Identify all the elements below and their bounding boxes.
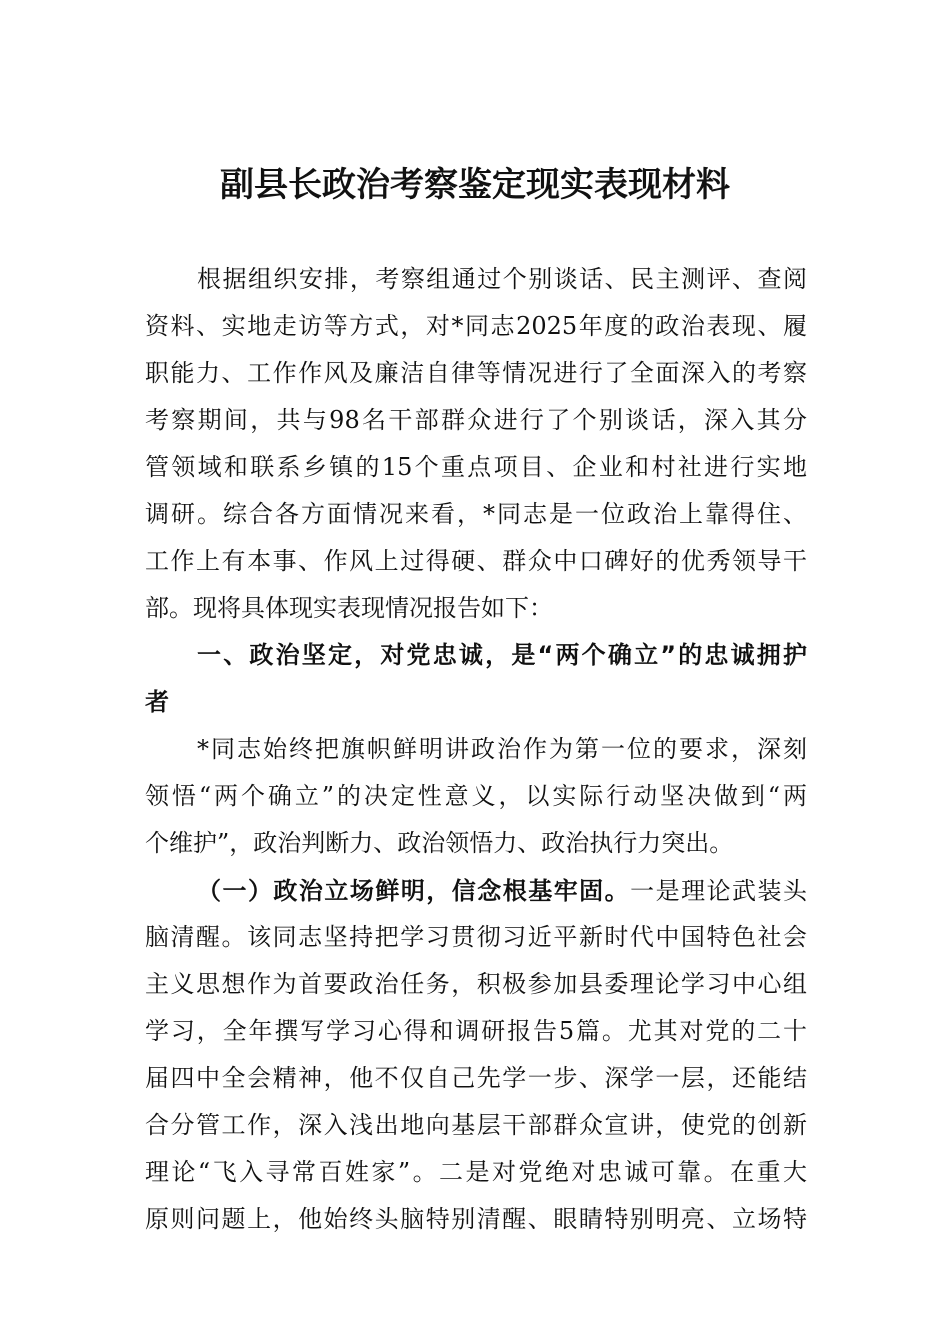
paragraph-line: 调研。综合各方面情况来看，*同志是一位政治上靠得住、 bbox=[145, 500, 807, 528]
paragraph-line: 理论“飞入寻常百姓家”。二是对党绝对忠诚可靠。在重大 bbox=[145, 1158, 807, 1186]
paragraph-line: 考察期间，共与98名干部群众进行了个别谈话，深入其分 bbox=[145, 406, 807, 434]
paragraph-line: 脑清醒。该同志坚持把学习贯彻习近平新时代中国特色社会 bbox=[145, 923, 807, 951]
paragraph-line: 领悟“两个确立”的决定性意义，以实际行动坚决做到“两 bbox=[145, 782, 807, 810]
paragraph-line: 个维护”，政治判断力、政治领悟力、政治执行力突出。 bbox=[145, 829, 734, 857]
paragraph-subsection-1 bbox=[145, 867, 807, 1243]
paragraph-line: 资料、实地走访等方式，对*同志2025年度的政治表现、履 bbox=[145, 312, 807, 340]
paragraph-line bbox=[145, 867, 807, 914]
paragraph-intro bbox=[145, 256, 807, 632]
paragraph-line: 职能力、工作作风及廉洁自律等情况进行了全面深入的考察 bbox=[145, 359, 807, 387]
subsection-heading: （一）政治立场鲜明，信念根基牢固。 bbox=[197, 876, 631, 905]
section-heading-1 bbox=[145, 632, 807, 726]
paragraph-line: 工作上有本事、作风上过得硬、群众中口碑好的优秀领导干 bbox=[145, 547, 807, 575]
document-body bbox=[145, 256, 807, 1243]
paragraph-line: 部。现将具体现实表现情况报告如下： bbox=[145, 594, 553, 622]
document-title: 副县长政治考察鉴定现实表现材料 bbox=[220, 165, 730, 205]
paragraph-section-1-intro bbox=[145, 726, 807, 867]
paragraph-line: 主义思想作为首要政治任务，积极参加县委理论学习中心组 bbox=[145, 970, 807, 998]
paragraph-line: 学习，全年撰写学习心得和调研报告5篇。尤其对党的二十 bbox=[145, 1017, 807, 1045]
paragraph-line: 管领域和联系乡镇的15个重点项目、企业和村社进行实地 bbox=[145, 453, 807, 481]
paragraph-line-rest: 一是理论武装头 bbox=[630, 877, 808, 905]
heading-line: 一、政治坚定，对党忠诚，是“两个确立”的忠诚拥护 bbox=[197, 641, 807, 669]
paragraph-line: *同志始终把旗帜鲜明讲政治作为第一位的要求，深刻 bbox=[197, 735, 807, 763]
paragraph-line: 合分管工作，深入浅出地向基层干部群众宣讲，使党的创新 bbox=[145, 1111, 807, 1139]
paragraph-line: 原则问题上，他始终头脑特别清醒、眼睛特别明亮、立场特 bbox=[145, 1205, 807, 1233]
paragraph-line: 根据组织安排，考察组通过个别谈话、民主测评、查阅 bbox=[197, 265, 807, 293]
paragraph-line: 届四中全会精神，他不仅自己先学一步、深学一层，还能结 bbox=[145, 1064, 807, 1092]
heading-line: 者 bbox=[145, 688, 169, 716]
